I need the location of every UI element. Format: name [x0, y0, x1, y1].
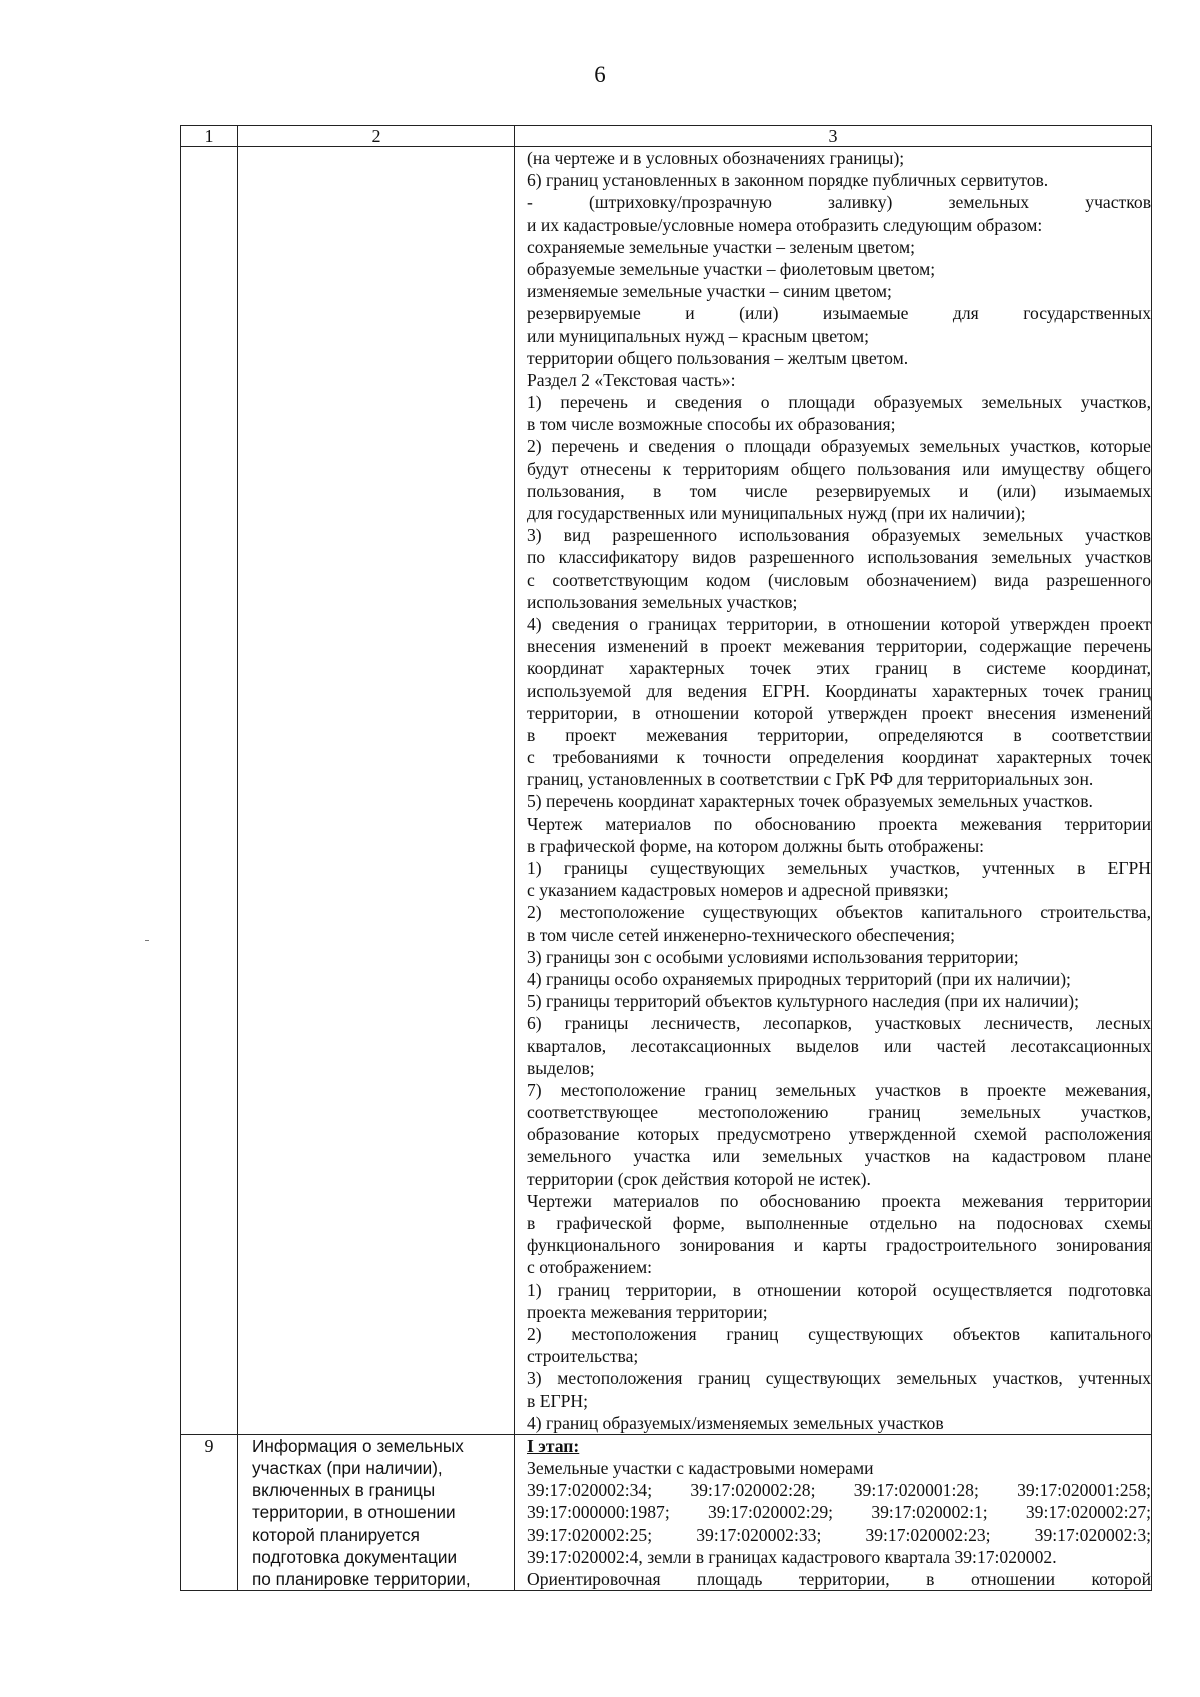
text-line: включенных в границы — [252, 1480, 436, 1501]
text-line: территории (срок действия которой не истек). — [527, 1168, 871, 1189]
text-line: 1) границ территории, в отношении которой осуществляется подготовка — [527, 1279, 1151, 1300]
text-line: используемой для ведения ЕГРН. Координаты характерных точек границ — [527, 680, 1151, 701]
text-line: 4) границы особо охраняемых природных территорий (при их наличии); — [527, 968, 1071, 989]
table-row-9 — [181, 1434, 1152, 1590]
text-line: или муниципальных нужд – красным цветом; — [527, 325, 869, 346]
text-line: строительства; — [527, 1346, 639, 1367]
text-line: для государственных или муниципальных нужд (при их наличии); — [527, 503, 1026, 523]
text-line: с отображением: — [527, 1257, 652, 1278]
row-9-number: 9 — [181, 1434, 238, 1590]
text-line: (на чертеже и в условных обозначениях границы); — [527, 148, 905, 168]
row-9-content-cell — [515, 1434, 1152, 1590]
text-line: территории общего пользования – желтым цветом. — [527, 347, 909, 368]
text-line: которой планируется — [252, 1524, 420, 1545]
cont-content-lines — [515, 147, 1151, 1434]
text-line: образуемые земельные участки – фиолетовым цветом; — [527, 258, 936, 279]
text-line: резервируемые и (или) изымаемые для государственных — [527, 303, 1151, 324]
text-line: Земельные участки с кадастровыми номерами — [527, 1458, 874, 1479]
text-line: Информация о земельных — [252, 1435, 464, 1456]
text-line: 39:17:020002:34; 39:17:020002:28; 39:17:020001:28; 39:17:020001:258; — [527, 1480, 1151, 1501]
text-line: Раздел 2 «Текстовая часть»: — [527, 369, 736, 390]
text-line: использования земельных участков; — [527, 591, 798, 612]
requirements-table — [180, 125, 1152, 1591]
text-line: 39:17:000000:1987; 39:17:020002:29; 39:17:020002:1; 39:17:020002:27; — [527, 1502, 1151, 1523]
text-line: пользования, в том числе резервируемых и (или) изымаемых — [527, 480, 1151, 501]
text-line: 6) границы лесничеств, лесопарков, участковых лесничеств, лесных — [527, 1013, 1151, 1034]
row-9-description — [238, 1435, 514, 1590]
text-line: 39:17:020002:25; 39:17:020002:33; 39:17:020002:23; 39:17:020002:3; — [527, 1524, 1151, 1545]
text-line: земельного участка или земельных участков на кадастровом плане — [527, 1146, 1151, 1167]
text-line: сохраняемые земельные участки – зеленым цветом; — [527, 236, 915, 257]
text-line: в том числе возможные способы их образования; — [527, 414, 896, 435]
text-line: в том числе сетей инженерно-технического обеспечения; — [527, 924, 956, 945]
text-line: 3) местоположения границ существующих земельных участков, учтенных — [527, 1368, 1151, 1389]
text-line: 4) границ образуемых/изменяемых земельных участков — [527, 1412, 944, 1433]
text-line: в графической форме, выполненные отдельно на подосновах схемы — [527, 1213, 1151, 1233]
text-line: выделов; — [527, 1057, 595, 1078]
text-line: 1) перечень и сведения о площади образуемых земельных участков, — [527, 392, 1151, 413]
row-9-content-lines — [515, 1435, 1151, 1590]
page-number: 6 — [594, 62, 606, 87]
text-line: - (штриховку/прозрачную заливку) земельных участков — [527, 192, 1151, 213]
text-line: образование которых предусмотрено утвержденной схемой расположения — [527, 1124, 1151, 1145]
cont-description-cell — [238, 147, 515, 1435]
text-line: 3) границы зон с особыми условиями использования территории; — [527, 946, 1019, 967]
text-line: функционального зонирования и карты градостроительного зонирования — [527, 1235, 1151, 1256]
text-line: подготовка документации — [252, 1546, 458, 1567]
text-line: по планировке территории, — [252, 1569, 471, 1589]
table-row-continuation — [181, 147, 1152, 1435]
text-line: кварталов, лесотаксационных выделов или частей лесотаксационных — [527, 1035, 1151, 1056]
table-header-row — [181, 126, 1152, 147]
text-line: территории, в отношении — [252, 1502, 456, 1523]
text-line: Чертежи материалов по обоснованию проекта межевания территории — [527, 1190, 1151, 1211]
text-line: в ЕГРН; — [527, 1390, 589, 1411]
stage-label: I этап: — [527, 1435, 580, 1456]
text-line: 3) вид разрешенного использования образуемых земельных участков — [527, 525, 1151, 546]
text-line: территории, в отношении которой утвержден проект внесения изменений — [527, 702, 1151, 723]
text-line: координат характерных точек этих границ в системе координат, — [527, 658, 1151, 679]
text-line: 5) перечень координат характерных точек образуемых земельных участков. — [527, 791, 1093, 812]
text-line: границ, установленных в соответствии с ГрК РФ для территориальных зон. — [527, 769, 1094, 790]
text-line: 39:17:020002:4, земли в границах кадастрового квартала 39:17:020002. — [527, 1546, 1057, 1567]
text-line: Чертеж материалов по обоснованию проекта межевания территории — [527, 813, 1151, 834]
text-line: с требованиями к точности определения координат характерных точек — [527, 747, 1151, 768]
row-9-description-cell — [238, 1434, 515, 1590]
cont-content-cell — [515, 147, 1152, 1435]
text-line: с указанием кадастровых номеров и адресной привязки; — [527, 880, 949, 901]
text-line: Ориентировочная площадь территории, в отношении которой — [527, 1569, 1151, 1589]
text-line: с соответствующим кодом (числовым обозначением) вида разрешенного — [527, 569, 1151, 590]
text-line: участках (при наличии), — [252, 1458, 443, 1479]
text-line: 6) границ установленных в законном порядке публичных сервитутов. — [527, 170, 1049, 191]
text-line: 7) местоположение границ земельных участков в проекте межевания, — [527, 1079, 1151, 1100]
text-line: и их кадастровые/условные номера отобразить следующим образом: — [527, 214, 1043, 235]
text-line: 1) границы существующих земельных участков, учтенных в ЕГРН — [527, 858, 1151, 878]
scan-artifact — [145, 940, 149, 941]
text-line: 4) сведения о границах территории, в отношении которой утвержден проект — [527, 613, 1151, 634]
header-col-1: 1 — [181, 126, 238, 147]
text-line: по классификатору видов разрешенного использования земельных участков — [527, 547, 1151, 568]
text-line: соответствующее местоположению границ земельных участков, — [527, 1102, 1151, 1123]
text-line: проекта межевания территории; — [527, 1301, 768, 1322]
cont-number-cell — [181, 147, 238, 1435]
row-9-lines-container — [527, 1457, 1151, 1590]
header-col-3: 3 — [515, 126, 1152, 147]
text-line: 2) местоположения границ существующих объектов капитального — [527, 1323, 1151, 1344]
text-line: 2) местоположение существующих объектов капитального строительства, — [527, 902, 1151, 923]
text-line: внесения изменений в проект межевания территории, содержащие перечень — [527, 636, 1151, 657]
text-line: 5) границы территорий объектов культурного наследия (при их наличии); — [527, 991, 1080, 1012]
header-col-2: 2 — [238, 126, 515, 147]
text-line: будут отнесены к территориям общего пользования или имуществу общего — [527, 458, 1151, 479]
text-line: 2) перечень и сведения о площади образуемых земельных участков, которые — [527, 436, 1151, 457]
text-line: в графической форме, на котором должны быть отображены: — [527, 835, 985, 856]
text-line: изменяемые земельные участки – синим цветом; — [527, 281, 892, 302]
text-line: в проект межевания территории, определяются в соответствии — [527, 724, 1151, 745]
